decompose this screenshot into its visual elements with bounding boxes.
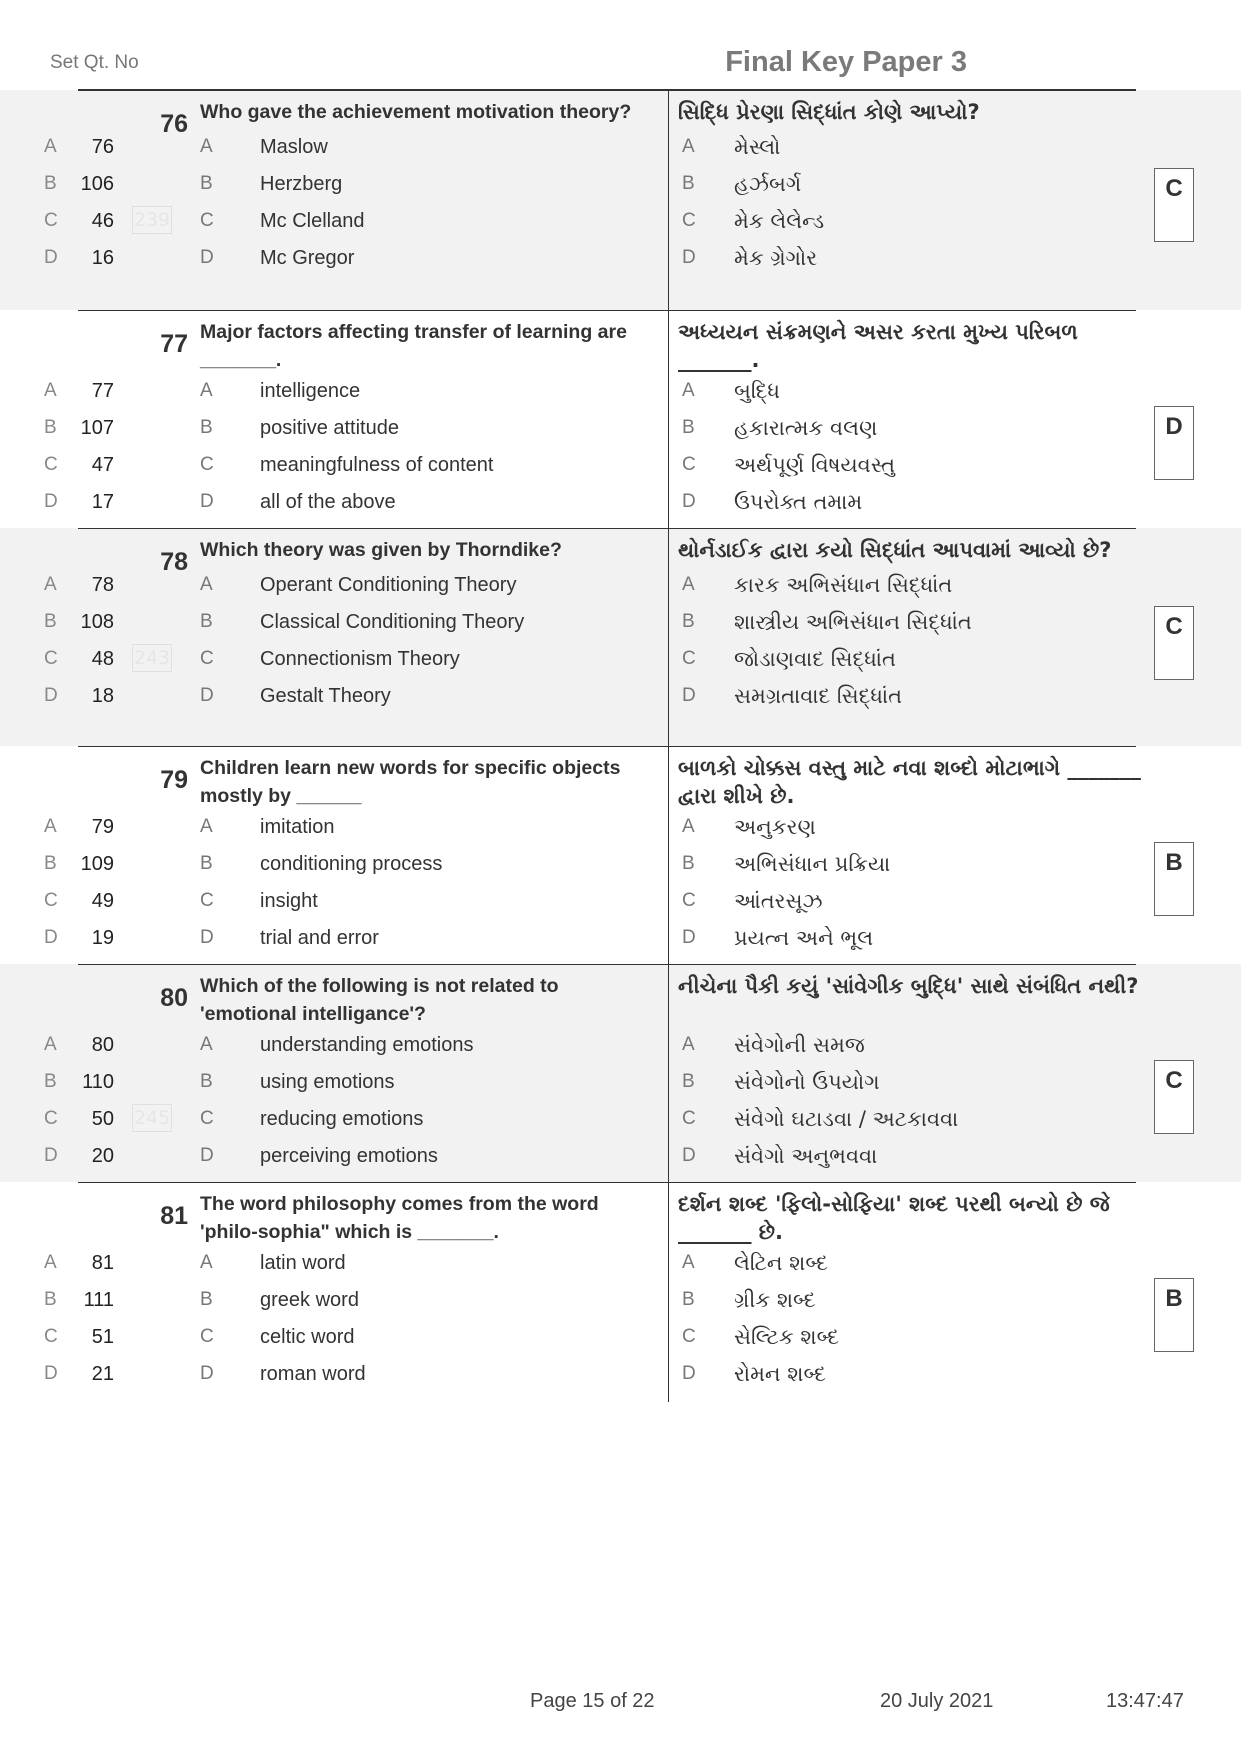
option-text-english: Classical Conditioning Theory [260, 611, 525, 633]
question-text-english: Major factors affecting transfer of learning are _______. [200, 321, 627, 371]
option-set-label: C [44, 1326, 58, 1347]
option-text-english: latin word [260, 1252, 346, 1274]
option-text-gujarati: લેટિન શબ્દ [734, 1251, 828, 1275]
option-text-gujarati: આંતરસૂઝ [734, 889, 823, 913]
option-letter-english: D [200, 1145, 214, 1166]
question-text-gujarati: નીચેના પૈકી કયું 'સાંવેગીક બુદ્ધિ' સાથે સંબંધિત નથી? [678, 974, 1139, 998]
option-row [0, 1139, 1241, 1173]
option-letter-english: A [200, 380, 213, 401]
option-set-label: A [44, 1034, 57, 1055]
option-row [0, 679, 1241, 713]
option-set-label: B [44, 417, 57, 438]
option-row [0, 1320, 1241, 1354]
option-question-number: 77 [91, 380, 114, 402]
option-question-number: 19 [91, 927, 114, 949]
option-text-gujarati: મેક લેલેન્ડ [734, 209, 825, 233]
question-text-english: The word philosophy comes from the word 'philo-sophia" which is _______. [200, 1193, 599, 1243]
option-question-number: 20 [91, 1145, 114, 1167]
question-block [0, 964, 1241, 1182]
option-text-gujarati: રોમન શબ્દ [734, 1362, 827, 1386]
option-text-gujarati: અનુકરણ [734, 815, 816, 839]
question-block [0, 746, 1241, 964]
option-row [0, 130, 1241, 164]
option-text-english: Connectionism Theory [260, 648, 460, 670]
option-question-number: 51 [91, 1326, 114, 1348]
option-set-label: D [44, 491, 58, 512]
option-question-number: 78 [91, 574, 114, 596]
option-text-gujarati: હર્ઝબર્ગ [734, 172, 802, 196]
option-set-label: B [44, 1289, 57, 1310]
page-title: Final Key Paper 3 [725, 46, 967, 78]
option-letter-english: B [200, 1289, 213, 1310]
question-top-rule [78, 310, 1136, 311]
option-text-english: roman word [260, 1363, 366, 1385]
question-list [0, 90, 1241, 1402]
option-text-gujarati: અભિસંધાન પ્રક્રિયા [734, 852, 891, 876]
question-top-rule [78, 90, 1136, 91]
option-text-english: reducing emotions [260, 1108, 424, 1130]
option-text-gujarati: સેલ્ટિક શબ્દ [734, 1325, 840, 1349]
option-row [0, 884, 1241, 918]
option-letter-gujarati: C [682, 648, 696, 669]
option-text-english: conditioning process [260, 853, 443, 875]
option-row [0, 1283, 1241, 1317]
option-row [0, 1065, 1241, 1099]
option-set-label: A [44, 136, 57, 157]
option-text-english: Mc Gregor [260, 247, 355, 269]
option-set-label: C [44, 648, 58, 669]
option-question-number: 17 [91, 491, 114, 513]
option-letter-english: A [200, 1034, 213, 1055]
question-block [0, 1182, 1241, 1402]
question-text-english: Children learn new words for specific objects mostly by ______ [200, 757, 621, 807]
option-question-number: 107 [80, 417, 114, 439]
option-text-gujarati: હકારાત્મક વલણ [734, 416, 878, 440]
option-row [0, 1246, 1241, 1280]
question-text-english: Which theory was given by Thorndike? [200, 539, 562, 561]
option-text-gujarati: સંવેગો ઘટાડવા / અટકાવવા [734, 1107, 959, 1131]
option-letter-english: A [200, 136, 213, 157]
option-letter-gujarati: C [682, 890, 696, 911]
faint-watermark-number: 243 [132, 644, 172, 672]
option-text-gujarati: મેક ગ્રેગોર [734, 246, 818, 270]
option-set-label: A [44, 1252, 57, 1273]
option-row [0, 1357, 1241, 1391]
print-date: 20 July 2021 [880, 1690, 994, 1712]
option-set-label: D [44, 685, 58, 706]
option-letter-english: B [200, 417, 213, 438]
option-letter-gujarati: D [682, 491, 696, 512]
option-text-english: insight [260, 890, 318, 912]
option-letter-english: A [200, 574, 213, 595]
option-text-english: perceiving emotions [260, 1145, 438, 1167]
option-row [0, 810, 1241, 844]
option-letter-english: B [200, 173, 213, 194]
option-letter-english: D [200, 927, 214, 948]
option-text-english: Gestalt Theory [260, 685, 391, 707]
question-top-rule [78, 746, 1136, 747]
answer-key-box: D [1154, 406, 1194, 480]
option-row [0, 1102, 1241, 1136]
option-letter-gujarati: B [682, 1071, 695, 1092]
option-letter-gujarati: D [682, 1145, 696, 1166]
option-letter-gujarati: A [682, 380, 695, 401]
option-text-gujarati: શાસ્ત્રીય અભિસંધાન સિદ્ધાંત [734, 610, 972, 634]
option-set-label: B [44, 611, 57, 632]
option-letter-gujarati: B [682, 1289, 695, 1310]
option-text-gujarati: અર્થપૂર્ણ વિષયવસ્તુ [734, 453, 896, 477]
option-letter-gujarati: C [682, 1326, 696, 1347]
option-letter-english: A [200, 816, 213, 837]
option-row [0, 448, 1241, 482]
option-set-label: D [44, 927, 58, 948]
option-text-english: using emotions [260, 1071, 395, 1093]
option-letter-english: C [200, 1326, 214, 1347]
option-question-number: 47 [91, 454, 114, 476]
option-row [0, 1028, 1241, 1062]
option-letter-gujarati: C [682, 210, 696, 231]
question-text-gujarati: દર્શન શબ્દ 'ફિલો-સોફિયા' શબ્દ પરથી બન્યો છે જે _______ છે. [678, 1192, 1110, 1244]
option-text-gujarati: સંવેગો અનુભવવા [734, 1144, 878, 1168]
print-time: 13:47:47 [1106, 1690, 1184, 1712]
question-number: 81 [160, 1202, 188, 1230]
answer-key-box: C [1154, 606, 1194, 680]
option-question-number: 108 [80, 611, 114, 633]
option-set-label: B [44, 173, 57, 194]
option-letter-english: B [200, 611, 213, 632]
option-question-number: 106 [80, 173, 114, 195]
option-letter-english: A [200, 1252, 213, 1273]
option-text-english: trial and error [260, 927, 379, 949]
option-row [0, 642, 1241, 676]
option-question-number: 50 [91, 1108, 114, 1130]
option-question-number: 80 [91, 1034, 114, 1056]
option-question-number: 21 [91, 1363, 114, 1385]
answer-key-box: C [1154, 1060, 1194, 1134]
question-text-gujarati: સિદ્ધિ પ્રેરણા સિદ્ધાંત કોણે આપ્યો? [678, 100, 980, 124]
option-text-gujarati: પ્રયત્ન અને ભૂલ [734, 926, 874, 950]
option-set-label: C [44, 890, 58, 911]
option-set-label: B [44, 1071, 57, 1092]
question-block [0, 90, 1241, 310]
option-text-english: imitation [260, 816, 335, 838]
option-letter-english: B [200, 853, 213, 874]
option-row [0, 605, 1241, 639]
option-set-label: C [44, 454, 58, 475]
option-letter-english: D [200, 247, 214, 268]
option-row [0, 568, 1241, 602]
option-letter-english: B [200, 1071, 213, 1092]
option-letter-english: C [200, 1108, 214, 1129]
option-text-english: intelligence [260, 380, 361, 402]
option-set-label: C [44, 1108, 58, 1129]
option-set-label: D [44, 247, 58, 268]
option-letter-gujarati: C [682, 454, 696, 475]
option-letter-gujarati: A [682, 1252, 695, 1273]
question-text-gujarati: અધ્યયન સંક્રમણને અસર કરતા મુખ્ય પરિબળ _______. [678, 320, 1078, 372]
option-letter-gujarati: D [682, 685, 696, 706]
option-letter-english: C [200, 210, 214, 231]
option-letter-english: D [200, 685, 214, 706]
question-number: 79 [160, 766, 188, 794]
option-letter-gujarati: A [682, 816, 695, 837]
option-letter-gujarati: A [682, 136, 695, 157]
option-letter-english: C [200, 454, 214, 475]
question-number: 78 [160, 548, 188, 576]
option-letter-english: D [200, 1363, 214, 1384]
option-text-english: greek word [260, 1289, 359, 1311]
answer-key-box: B [1154, 842, 1194, 916]
option-text-gujarati: કારક અભિસંધાન સિદ્ધાંત [734, 573, 953, 597]
option-question-number: 18 [91, 685, 114, 707]
option-question-number: 48 [91, 648, 114, 670]
option-text-gujarati: જોડાણવાદ સિદ્ધાંત [734, 647, 896, 671]
question-number: 80 [160, 984, 188, 1012]
question-number: 77 [160, 330, 188, 358]
option-text-gujarati: મેસ્લો [734, 135, 781, 159]
option-set-label: D [44, 1145, 58, 1166]
header-set-qtno: Set Qt. No [50, 52, 139, 73]
option-question-number: 81 [91, 1252, 114, 1274]
option-question-number: 49 [91, 890, 114, 912]
option-text-gujarati: સમગ્રતાવાદ સિદ્ધાંત [734, 684, 903, 708]
option-question-number: 79 [91, 816, 114, 838]
option-letter-gujarati: D [682, 1363, 696, 1384]
option-letter-english: C [200, 890, 214, 911]
option-set-label: A [44, 380, 57, 401]
option-letter-gujarati: D [682, 927, 696, 948]
faint-watermark-number: 245 [132, 1104, 172, 1132]
question-block [0, 310, 1241, 528]
option-row [0, 204, 1241, 238]
option-set-label: B [44, 853, 57, 874]
question-number: 76 [160, 110, 188, 138]
question-block [0, 528, 1241, 746]
option-set-label: A [44, 816, 57, 837]
option-text-english: understanding emotions [260, 1034, 474, 1056]
option-text-english: Herzberg [260, 173, 343, 195]
option-text-gujarati: બુદ્ધિ [734, 379, 780, 403]
question-top-rule [78, 964, 1136, 965]
page-number: Page 15 of 22 [530, 1690, 655, 1712]
option-letter-gujarati: A [682, 1034, 695, 1055]
question-top-rule [78, 528, 1136, 529]
option-row [0, 167, 1241, 201]
option-letter-gujarati: B [682, 173, 695, 194]
option-text-english: celtic word [260, 1326, 355, 1348]
option-set-label: D [44, 1363, 58, 1384]
option-letter-gujarati: B [682, 853, 695, 874]
answer-key-box: B [1154, 1278, 1194, 1352]
option-question-number: 109 [80, 853, 114, 875]
option-set-label: C [44, 210, 58, 231]
answer-key-box: C [1154, 168, 1194, 242]
option-letter-gujarati: B [682, 417, 695, 438]
option-row [0, 921, 1241, 955]
faint-watermark-number: 239 [132, 206, 172, 234]
option-letter-gujarati: C [682, 1108, 696, 1129]
question-text-gujarati: થોર્નડાઈક દ્વારા કયો સિદ્ધાંત આપવામાં આવ્યો છે? [678, 538, 1112, 562]
option-text-english: Operant Conditioning Theory [260, 574, 517, 596]
option-row [0, 847, 1241, 881]
question-text-gujarati: બાળકો ચોક્કસ વસ્તુ માટે નવા શબ્દો મોટાભાગે _______ દ્વારા શીખે છે. [678, 756, 1141, 808]
option-row [0, 241, 1241, 275]
option-text-english: Mc Clelland [260, 210, 365, 232]
option-letter-english: C [200, 648, 214, 669]
option-letter-gujarati: B [682, 611, 695, 632]
option-row [0, 411, 1241, 445]
option-text-gujarati: સંવેગોની સમજ [734, 1033, 865, 1057]
option-question-number: 16 [91, 247, 114, 269]
option-question-number: 110 [82, 1071, 114, 1093]
option-text-english: all of the above [260, 491, 396, 513]
option-text-english: Maslow [260, 136, 328, 158]
option-letter-gujarati: D [682, 247, 696, 268]
option-row [0, 374, 1241, 408]
option-text-english: positive attitude [260, 417, 399, 439]
option-text-gujarati: સંવેગોનો ઉપયોગ [734, 1070, 880, 1094]
option-question-number: 46 [91, 210, 114, 232]
question-text-english: Which of the following is not related to 'emotional intelligance'? [200, 975, 559, 1025]
option-text-gujarati: ઉપરોક્ત તમામ [734, 490, 863, 514]
option-text-gujarati: ગ્રીક શબ્દ [734, 1288, 816, 1312]
option-row [0, 485, 1241, 519]
option-question-number: 111 [83, 1289, 114, 1311]
question-top-rule [78, 1182, 1136, 1183]
option-letter-gujarati: A [682, 574, 695, 595]
option-question-number: 76 [91, 136, 114, 158]
option-letter-english: D [200, 491, 214, 512]
option-set-label: A [44, 574, 57, 595]
question-text-english: Who gave the achievement motivation theory? [200, 101, 632, 123]
option-text-english: meaningfulness of content [260, 454, 494, 476]
